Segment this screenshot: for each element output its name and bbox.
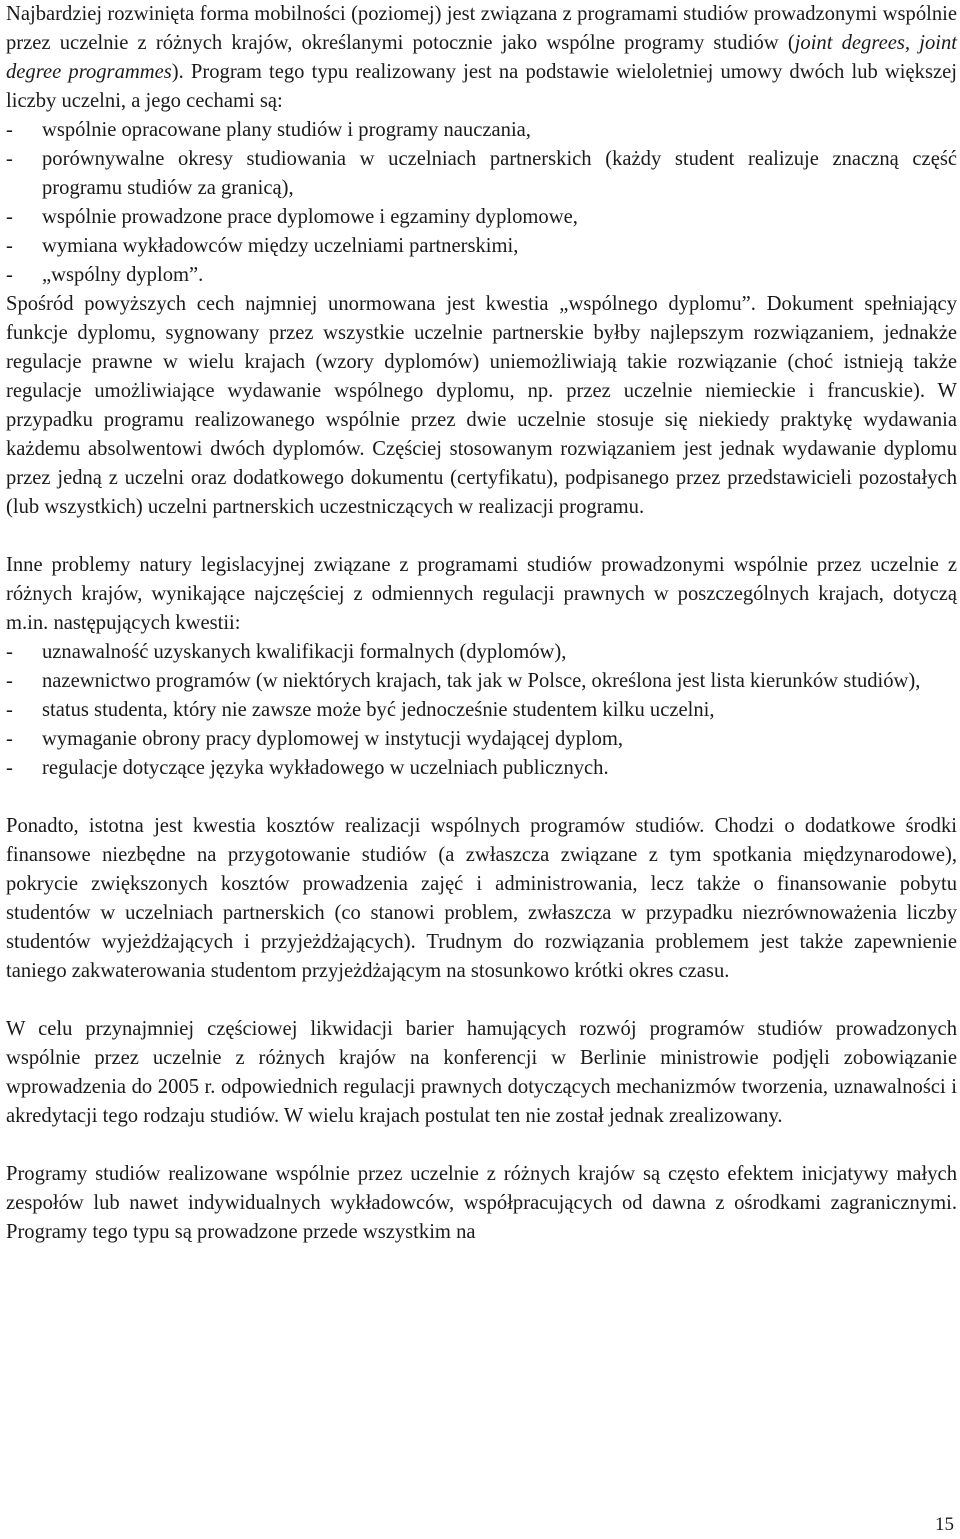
- paragraph-text: Najbardziej rozwinięta forma mobilności (poziomej) jest związana z programami studiów prowadzonymi wspólnie przez uczelnie z różnych krajów, określanymi potocznie jako wspólne programy studiów (: [6, 3, 957, 54]
- issues-list: [6, 638, 957, 783]
- paragraph-spacer: [6, 522, 957, 551]
- paragraph-spacer: [6, 783, 957, 812]
- features-list: [6, 116, 957, 290]
- list-dash: -: [6, 119, 13, 141]
- list-item: - wspólnie prowadzone prace dyplomowe i egzaminy dyplomowe,: [6, 203, 957, 232]
- list-item: - wymiana wykładowców między uczelniami partnerskimi,: [6, 232, 957, 261]
- list-dash: -: [6, 148, 13, 170]
- list-dash: -: [6, 641, 13, 663]
- list-dash: -: [6, 728, 13, 750]
- list-item: - wymaganie obrony pracy dyplomowej w instytucji wydającej dyplom,: [6, 725, 957, 754]
- list-dash: -: [6, 757, 13, 779]
- list-dash: -: [6, 670, 13, 692]
- list-dash: -: [6, 235, 13, 257]
- page-number: 15: [935, 1514, 954, 1535]
- paragraph-text: ). Program tego typu realizowany jest na podstawie wieloletniej umowy dwóch lub większej liczby uczelni, a jego cechami są:: [6, 61, 957, 112]
- paragraph-joint-programmes: [6, 0, 957, 116]
- list-item: - wspólnie opracowane plany studiów i programy nauczania,: [6, 116, 957, 145]
- paragraph-initiatives: Programy studiów realizowane wspólnie przez uczelnie z różnych krajów są często efektem inicjatywy małych zespołów lub nawet indywidualnych wykładowców, współpracujących od dawna z ośrodkami zagranicznymi. Programy tego typu są prowadzone przede wszystkim na: [6, 1163, 957, 1243]
- list-dash: -: [6, 206, 13, 228]
- list-item: - uznawalność uzyskanych kwalifikacji formalnych (dyplomów),: [6, 638, 957, 667]
- paragraph-spacer: [6, 1131, 957, 1160]
- list-item: - status studenta, który nie zawsze może być jednocześnie studentem kilku uczelni,: [6, 696, 957, 725]
- paragraph-berlin-conference: W celu przynajmniej częściowej likwidacji barier hamujących rozwój programów studiów prowadzonych wspólnie przez uczelnie z różnych krajów na konferencji w Berlinie ministrowie podjęli zobowiązanie wprowadzenia do 2005 r. odpowiednich regulacji prawnych dotyczących mechanizmów tworzenia, uznawalności i akredytacji tego rodzaju studiów. W wielu krajach postulat ten nie został jednak zrealizowany.: [6, 1018, 957, 1127]
- list-dash: -: [6, 699, 13, 721]
- list-item: - porównywalne okresy studiowania w uczelniach partnerskich (każdy student realizuje znaczną część programu studiów za granicą),: [6, 145, 957, 203]
- paragraph-spacer: [6, 986, 957, 1015]
- paragraph-joint-diploma: Spośród powyższych cech najmniej unormowana jest kwestia „wspólnego dyplomu”. Dokument spełniający funkcje dyplomu, sygnowany przez wszystkie uczelnie partnerskie byłby najlepszym rozwiązaniem, jednakże regulacje prawne w wielu krajach (wzory dyplomów) uniemożliwiają takie rozwiązanie (choć istnieją także regulacje umożliwiające wydawanie wspólnego dyplomu, np. przez uczelnie niemieckie i francuskie). W przypadku programu realizowanego wspólnie przez dwie uczelnie stosuje się niekiedy praktykę wydawania każdemu absolwentowi dwóch dyplomów. Częściej stosowanym rozwiązaniem jest jednak wydawanie dyplomu przez jedną z uczelni oraz dodatkowego dokumentu (certyfikatu), podpisanego przez przedstawicieli pozostałych (lub wszystkich) uczelni partnerskich uczestniczących w realizacji programu.: [6, 293, 957, 518]
- list-item: - regulacje dotyczące języka wykładowego w uczelniach publicznych.: [6, 754, 957, 783]
- italic-term: joint degrees, joint degree programmes: [6, 32, 957, 83]
- list-item: - nazewnictwo programów (w niektórych krajach, tak jak w Polsce, określona jest lista kierunków studiów),: [6, 667, 957, 696]
- list-item: - „wspólny dyplom”.: [6, 261, 957, 290]
- paragraph-legislative-issues: Inne problemy natury legislacyjnej związane z programami studiów prowadzonymi wspólnie przez uczelnie z różnych krajów, wynikające najczęściej z odmiennych regulacji prawnych w poszczególnych krajach, dotyczą m.in. następujących kwestii:: [6, 554, 957, 634]
- list-dash: -: [6, 264, 13, 286]
- paragraph-costs: Ponadto, istotna jest kwestia kosztów realizacji wspólnych programów studiów. Chodzi o dodatkowe środki finansowe niezbędne na przygotowanie studiów (a zwłaszcza związane z tym spotkania międzynarodowe), pokrycie zwiększonych kosztów prowadzenia zajęć i administrowania, lecz także o finansowanie pobytu studentów w uczelniach partnerskich (co stanowi problem, zwłaszcza w przypadku niezrównoważenia liczby studentów wyjeżdżających i przyjeżdżających). Trudnym do rozwiązania problemem jest także zapewnienie taniego zakwaterowania studentom przyjeżdżającym na stosunkowo krótki okres czasu.: [6, 815, 957, 982]
- document-page: [6, 0, 957, 1247]
